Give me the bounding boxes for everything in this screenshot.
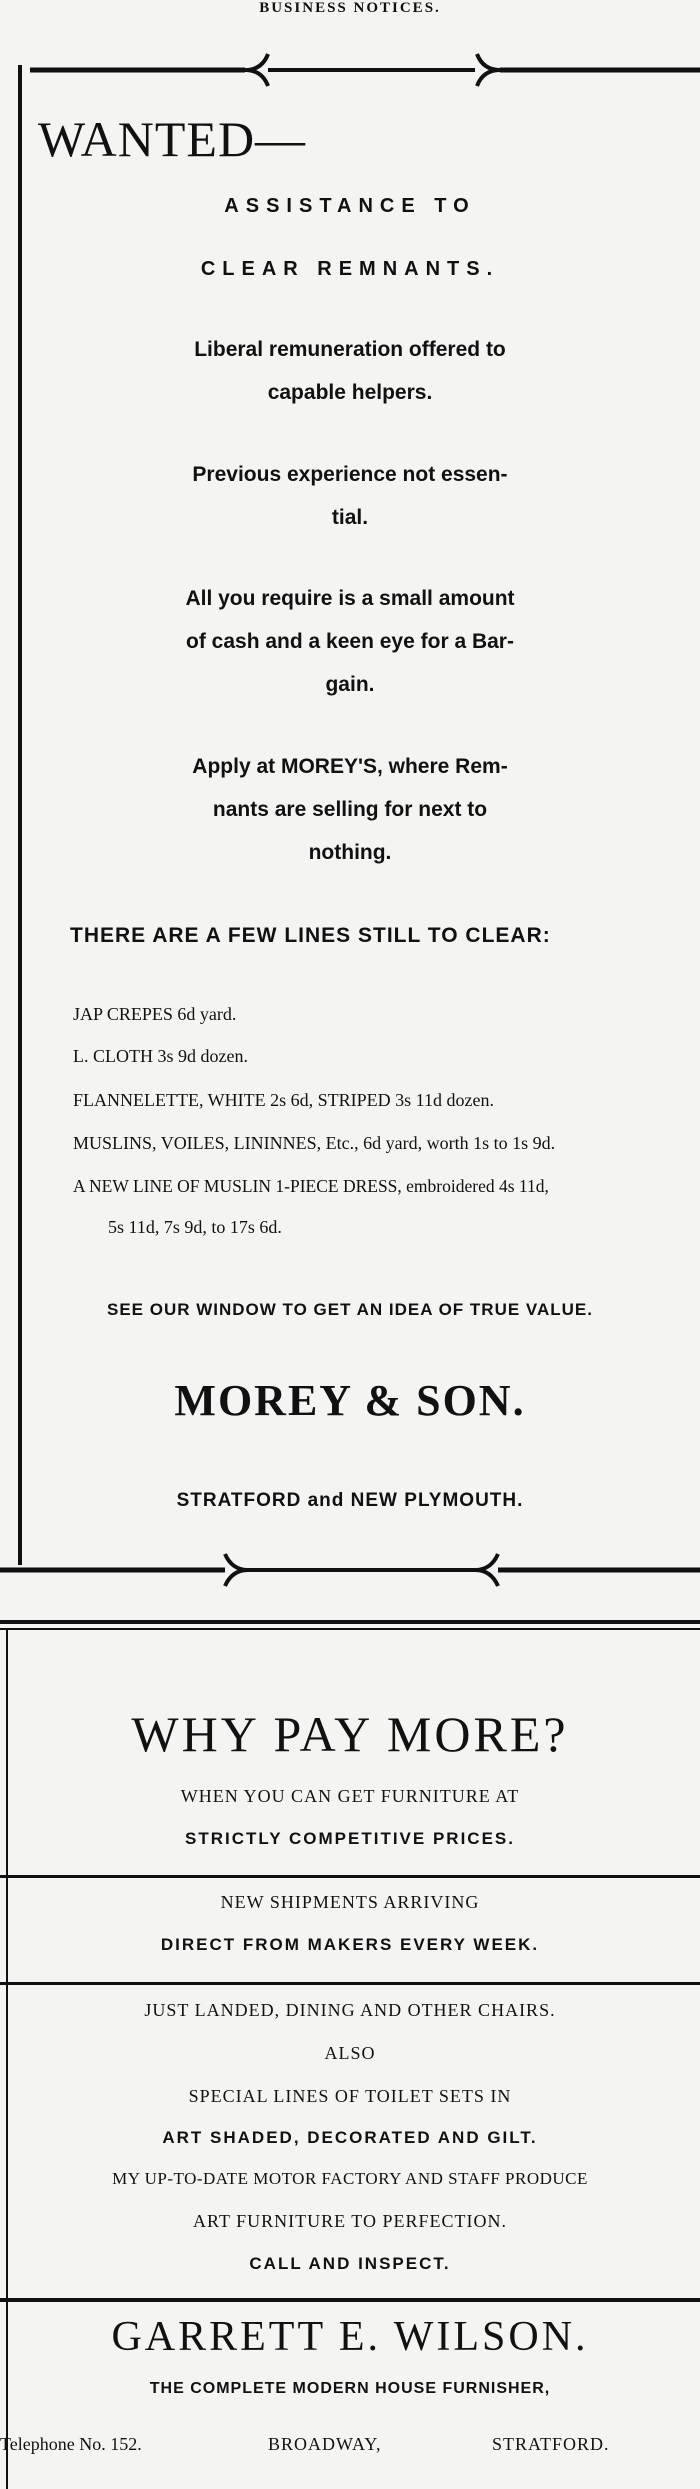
list-item: L. CLOTH 3s 9d dozen.	[73, 1046, 248, 1066]
lines-heading: THERE ARE A FEW LINES STILL TO CLEAR:	[70, 924, 551, 947]
require-line-2: of cash and a keen eye for a Bar-	[186, 630, 514, 653]
art-shaded-line: ART SHADED, DECORATED AND GILT.	[162, 2128, 538, 2147]
makers-line: DIRECT FROM MAKERS EVERY WEEK.	[160, 1935, 540, 1954]
chairs-line: JUST LANDED, DINING AND OTHER CHAIRS.	[144, 2000, 556, 2020]
remuneration-line-1: Liberal remuneration offered to	[194, 338, 506, 361]
clear-remnants-line: CLEAR REMNANTS.	[200, 258, 500, 280]
list-item: 5s 11d, 7s 9d, to 17s 6d.	[108, 1217, 282, 1237]
list-item: A NEW LINE OF MUSLIN 1-PIECE DRESS, embroidered 4s 11d,	[73, 1176, 549, 1196]
firm-name: MOREY & SON.	[174, 1376, 526, 1425]
section-divider	[0, 1875, 700, 1878]
top-rule	[0, 1620, 700, 1624]
top-rule-thin	[0, 1628, 700, 1630]
street-address: BROADWAY,	[268, 2434, 382, 2454]
tagline: THE COMPLETE MODERN HOUSE FURNISHER,	[149, 2380, 551, 2397]
furniture-line: WHEN YOU CAN GET FURNITURE AT	[180, 1786, 520, 1806]
experience-line-2: tial.	[331, 506, 369, 529]
require-line-3: gain.	[325, 673, 375, 696]
remuneration-line-2: capable helpers.	[267, 381, 433, 404]
section-header: BUSINESS NOTICES.	[259, 0, 441, 16]
town-name: STRATFORD.	[492, 2434, 610, 2454]
window-note: SEE OUR WINDOW TO GET AN IDEA OF TRUE VALUE.	[106, 1300, 593, 1319]
list-item: FLANNELETTE, WHITE 2s 6d, STRIPED 3s 11d dozen.	[73, 1090, 494, 1110]
apply-line-1: Apply at MOREY'S, where Rem-	[192, 755, 508, 778]
assistance-line: ASSISTANCE TO	[224, 195, 476, 217]
experience-line-1: Previous experience not essen-	[192, 463, 508, 486]
apply-line-3: nothing.	[308, 841, 392, 864]
apply-line-2: nants are selling for next to	[212, 798, 488, 821]
telephone-number: Telephone No. 152.	[0, 2434, 142, 2454]
wanted-headline: WANTED—	[38, 111, 307, 167]
firm-name: GARRETT E. WILSON.	[111, 2314, 589, 2360]
section-divider	[0, 2298, 700, 2302]
require-line-1: All you require is a small amount	[185, 587, 515, 610]
motor-factory-line: MY UP-TO-DATE MOTOR FACTORY AND STAFF PRODUCE	[112, 2169, 588, 2188]
call-inspect-line: CALL AND INSPECT.	[249, 2254, 451, 2273]
list-item: MUSLINS, VOILES, LININNES, Etc., 6d yard, worth 1s to 1s 9d.	[73, 1133, 556, 1153]
art-furniture-line: ART FURNITURE TO PERFECTION.	[193, 2211, 507, 2231]
why-pay-more-headline: WHY PAY MORE?	[131, 1706, 569, 1762]
bottom-ornamental-rule	[0, 1540, 700, 1600]
top-ornamental-rule	[0, 40, 700, 100]
firm-location: STRATFORD and NEW PLYMOUTH.	[176, 1490, 524, 1511]
section-divider	[0, 1982, 700, 1985]
toilet-sets-line: SPECIAL LINES OF TOILET SETS IN	[188, 2086, 512, 2106]
prices-line: STRICTLY COMPETITIVE PRICES.	[185, 1829, 515, 1848]
shipments-line: NEW SHIPMENTS ARRIVING	[220, 1892, 480, 1912]
also-line: ALSO	[324, 2043, 376, 2063]
list-item: JAP CREPES 6d yard.	[73, 1004, 237, 1024]
